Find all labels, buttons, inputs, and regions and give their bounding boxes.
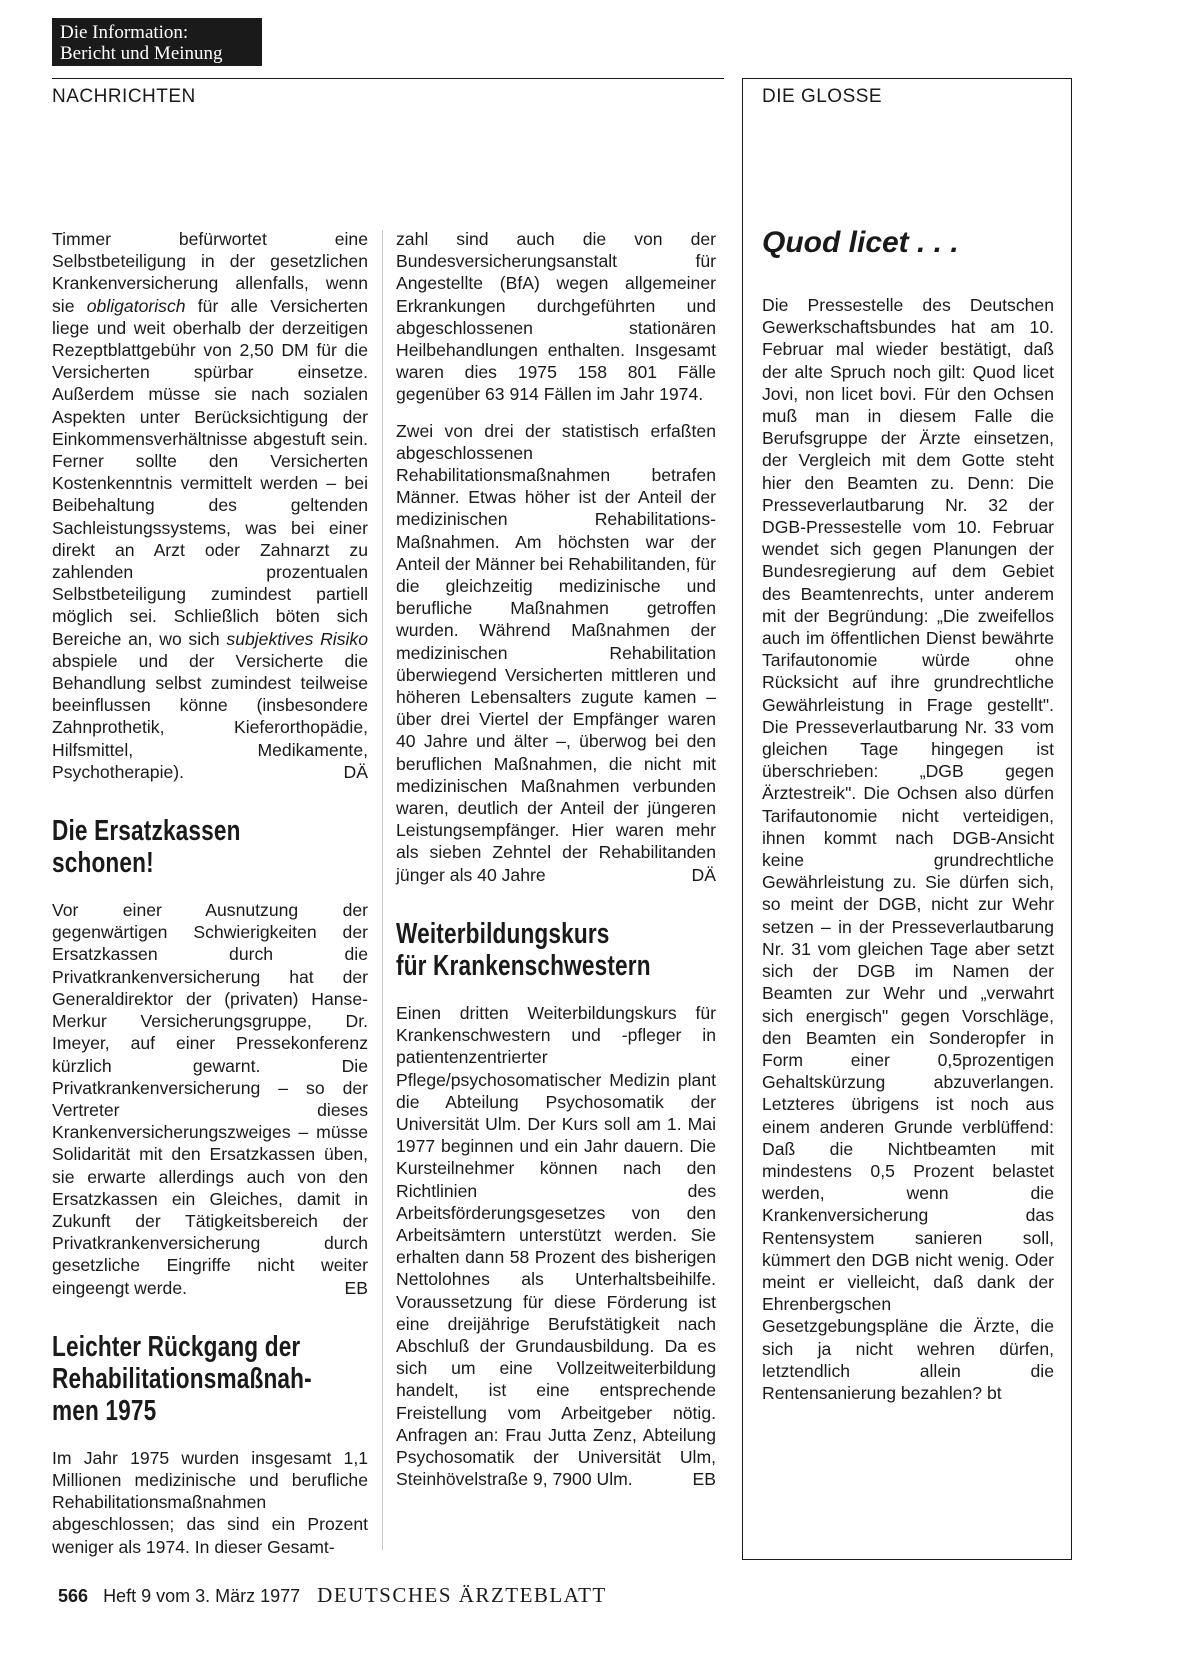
article-rehabilitation-cont: zahl sind auch die von der Bundesversicherungsanstalt für Angestellte (BfA) wegen allgemeiner Erkrankungen durchgeführten und abgeschlossenen stationären Heilbehandlungen enthalten. Insgesamt waren dies 1975 158 801 Fälle gegenüber 63 914 Fällen im Jahr 1974.: [396, 229, 716, 405]
article-weiterbildung: [396, 1002, 716, 1490]
emphasis-subjektives-risiko: subjektives Risiko: [226, 628, 369, 649]
section-header-box: [52, 18, 262, 66]
header-line-2: Bericht und Meinung: [60, 43, 223, 64]
header-line-1: Die Information:: [60, 22, 189, 43]
paragraph-text: Zwei von drei der statistisch erfaßten abgeschlossenen Rehabilitationsmaßnahmen betrafen Männer. Etwas höher ist der Anteil der medizinischen Rehabilitations-Maßnahmen. Am höchsten war der Anteil der Männer bei Rehabilitanden, für die gleichzeitig medizinische und berufliche Maßnahmen getroffen wurden. Während Maßnahmen der medizinischen Rehabilitation überwiegend Versicherten mittleren und höheren Lebensalters zugute kamen – über drei Viertel der Empfänger waren 40 Jahre und älter –, überwog bei den beruflichen Maßnahmen, die nicht mit medizinischen Maßnahmen verbunden waren, deutlich der Anteil der jüngeren Leistungsempfänger. Hier waren mehr als sieben Zehntel der Rehabilitanden jünger als 40 Jahre: [396, 420, 716, 885]
glosse-title: Quod licet . . .: [762, 226, 959, 259]
page-footer: [58, 1583, 607, 1608]
article-rehabilitation-men: [396, 420, 716, 886]
article-rehabilitation-start: Im Jahr 1975 wurden insgesamt 1,1 Millionen medizinische und berufliche Rehabilitationsmaßnahmen abgeschlossen; das sind ein Prozent weniger als 1974. In dieser Gesamt-: [52, 1447, 368, 1557]
headline-line: Leichter Rückgang der: [52, 1330, 301, 1363]
article-selbstbeteiligung: [52, 228, 368, 783]
headline-line: Rehabilitationsmaßnah-: [52, 1362, 312, 1395]
column-2: [396, 228, 716, 1504]
headline-weiterbildung: [396, 918, 715, 982]
emphasis-obligatorisch: obligatorisch: [86, 295, 186, 316]
author-initials: EB: [344, 1277, 368, 1298]
author-initials: EB: [692, 1469, 716, 1490]
journal-name: DEUTSCHES ÄRZTEBLATT: [317, 1583, 607, 1607]
paragraph-text: abspiele und der Versicherte die Behandlung selbst zumindest teilweise beeinflussen könne (insbesondere Zahnprothetik, Kieferorthopädie, Hilfsmittel, Medikamente, Psychotherapie).: [52, 650, 368, 782]
article-ersatzkassen: [52, 899, 368, 1299]
author-initials: DÄ: [343, 761, 368, 782]
paragraph-text: für alle Versicherten liege und weit oberhalb der derzeitigen Rezeptblattgebühr von 2,50 DM für die Versicherten spürbar einsetze. Außerdem müsse sie nach sozialen Aspekten unter Berücksichtigung der Einkommensverhältnisse abgestuft sein. Ferner sollte den Versicherten Kostenkenntnis vermittelt werden – bei Beibehaltung des geltenden Sachleistungssystems, was bei einer direkt an Arzt oder Zahnarzt zu zahlenden prozentualen Selbstbeteiligung zumindest partiell möglich sei. Schließlich böten sich Bereiche an, wo sich: [52, 295, 368, 649]
paragraph-text: Einen dritten Weiterbildungskurs für Krankenschwestern und -pfleger in patientenzentrierter Pflege/psychosomatischer Medizin plant die Abteilung Psychosomatik der Universität Ulm. Der Kurs soll am 1. Mai 1977 beginnen und ein Jahr dauern. Die Kursteilnehmer können nach den Richtlinien des Arbeitsförderungsgesetzes von den Arbeitsämtern unterstützt werden. Sie erhalten dann 58 Prozent des bisherigen Nettolohnes als Unterhaltsbeihilfe. Voraussetzung für diese Förderung ist eine dreijährige Berufstätigkeit nach Abschluß der Grundausbildung. Da es sich um eine Vollzeitweiterbildung handelt, ist eine entsprechende Freistellung vom Arbeitgeber nötig. Anfragen an: Frau Jutta Zenz, Abteilung Psychosomatik der Universität Ulm, Steinhövelstraße 9, 7900 Ulm.: [396, 1002, 716, 1490]
headline-ersatzkassen: [52, 815, 367, 879]
section-label-glosse: DIE GLOSSE: [762, 86, 883, 107]
headline-rehabilitation: [52, 1331, 367, 1427]
column-divider: [382, 230, 383, 1550]
page-number: 566: [58, 1586, 89, 1606]
paragraph-text: Timmer befürwortet eine Selbstbeteiligung in der gesetzlichen Krankenversicherung allenfalls, wenn sie: [52, 229, 368, 316]
glosse-body: Die Pressestelle des Deutschen Gewerkschaftsbundes hat am 10. Februar mal wieder bestätigt, daß der alte Spruch noch gilt: Quod licet Jovi, non licet bovi. Für den Ochsen muß man in diesem Falle die Berufsgruppe der Ärzte einsetzen, der Vergleich mit dem Gotte steht hier den Beamten zu. Denn: Die Presseverlautbarung Nr. 32 der DGB-Pressestelle vom 10. Februar wendet sich gegen Planungen der Bundesregierung auf dem Gebiet des Beamtenrechts, unter anderem mit der Begründung: „Die zweifellos auch im öffentlichen Dienst bewährte Tarifautonomie würde ohne Rücksicht auf ihre grundrechtliche Gewährleistung in Frage gestellt". Die Presseverlautbarung Nr. 33 vom gleichen Tage hingegen ist überschrieben: „DGB gegen Ärztestreik". Die Ochsen also dürfen Tarifautonomie nicht verteidigen, ihnen kommt nach DGB-Ansicht keine grundrechtliche Gewährleistung zu. Sie dürfen sich, so meint der DGB, nicht zur Wehr setzen – in der Presseverlautbarung Nr. 31 vom gleichen Tage aber setzt sich der DGB im Namen der Beamten zur Wehr und „verwahrt sich energisch" gegen Vorschläge, den Beamten ein Sonderopfer in Form einer 0,5prozentigen Gehaltskürzung abzuverlangen. Letzteres übrigens ist noch aus einem anderen Grunde verblüffend: Daß die Nichtbeamten mit mindestens 0,5 Prozent belastet werden, wenn die Krankenversicherung das Rentensystem sanieren soll, kümmert den DGB nicht wenig. Oder meint er vielleicht, daß dank der Ehrenbergschen Gesetzgebungspläne die Ärzte, die sich ja nicht wehren dürfen, letztendlich allein die Rentensanierung bezahlen? bt: [762, 295, 1054, 1403]
author-initials: DÄ: [691, 864, 716, 885]
column-1: [52, 228, 368, 1572]
headline-line: für Krankenschwestern: [396, 949, 651, 982]
issue-info: Heft 9 vom 3. März 1977: [103, 1586, 301, 1606]
section-label-nachrichten: NACHRICHTEN: [52, 86, 196, 107]
headline-line: Die Ersatzkassen: [52, 815, 241, 848]
top-rule-left: [52, 78, 724, 79]
headline-line: Weiterbildungskurs: [396, 917, 610, 950]
headline-line: men 1975: [52, 1394, 157, 1427]
paragraph-text: Vor einer Ausnutzung der gegenwärtigen Schwierigkeiten der Ersatzkassen durch die Privatkrankenversicherung hat der Generaldirektor der (privaten) Hanse-Merkur Versicherungsgruppe, Dr. Imeyer, auf einer Pressekonferenz kürzlich gewarnt. Die Privatkrankenversicherung – so der Vertreter dieses Krankenversicherungszweiges – müsse Solidarität mit den Ersatzkassen üben, sie erwarte allerdings auch von den Ersatzkassen ein Gleiches, damit in Zukunft der Tätigkeitsbereich der Privatkrankenversicherung durch gesetzliche Eingriffe nicht weiter eingeengt werde.: [52, 900, 368, 1298]
headline-line: schonen!: [52, 847, 154, 880]
column-glosse: [762, 226, 1054, 1418]
